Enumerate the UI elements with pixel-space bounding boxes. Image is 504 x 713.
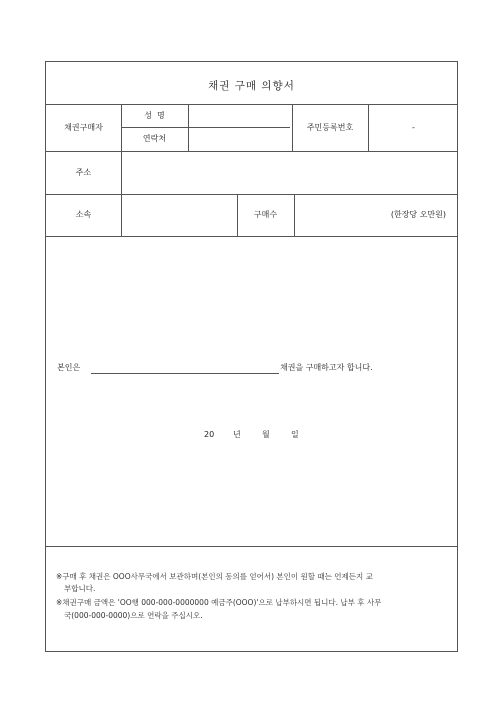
divider xyxy=(121,104,122,236)
statement-suffix: 채권을 구매하고자 합니다. xyxy=(280,363,373,372)
date-year: 20 xyxy=(204,430,215,439)
date-month-unit: 월 xyxy=(262,430,270,439)
divider xyxy=(188,104,189,151)
resident-number-label: 주민등록번호 xyxy=(306,123,354,132)
bond-name-blank[interactable] xyxy=(91,373,279,374)
divider xyxy=(46,194,457,195)
divider xyxy=(46,104,457,105)
note-payment-line1: ※채권구매 금액은 'OO행 000-000-0000000 예금주(OOO)'으로 납부하시면 됩니다. 납부 후 사무 xyxy=(56,598,382,607)
date-year-unit: 년 xyxy=(233,430,241,439)
statement-prefix: 본인은 xyxy=(57,363,81,372)
divider xyxy=(46,236,457,237)
divider xyxy=(46,151,457,152)
note-storage-line2: 부합니다. xyxy=(64,584,96,593)
date-day-unit: 일 xyxy=(291,430,299,439)
form-title: 채권 구매 의향서 xyxy=(208,80,295,92)
note-payment-line2: 국(000-000-0000)으로 연락을 주십시오. xyxy=(64,611,203,620)
contact-label: 연락처 xyxy=(142,134,167,143)
divider xyxy=(294,194,295,236)
name-label: 성 명 xyxy=(144,111,165,120)
purchase-intent-form xyxy=(45,61,458,652)
resident-number-field[interactable]: - xyxy=(412,123,415,132)
quantity-label: 구매수 xyxy=(253,210,278,219)
address-label: 주소 xyxy=(75,168,92,177)
unit-price-note: (한장당 오만원) xyxy=(390,210,446,219)
divider xyxy=(46,546,457,547)
note-storage-line1: ※구매 후 채권은 OOO사무국에서 보관하며(본인의 동의를 얻어서) 본인이 원할 때는 언제든지 교 xyxy=(56,572,373,581)
divider xyxy=(121,127,290,128)
affiliation-label: 소속 xyxy=(75,210,92,219)
buyer-label: 채권구매자 xyxy=(64,123,103,132)
